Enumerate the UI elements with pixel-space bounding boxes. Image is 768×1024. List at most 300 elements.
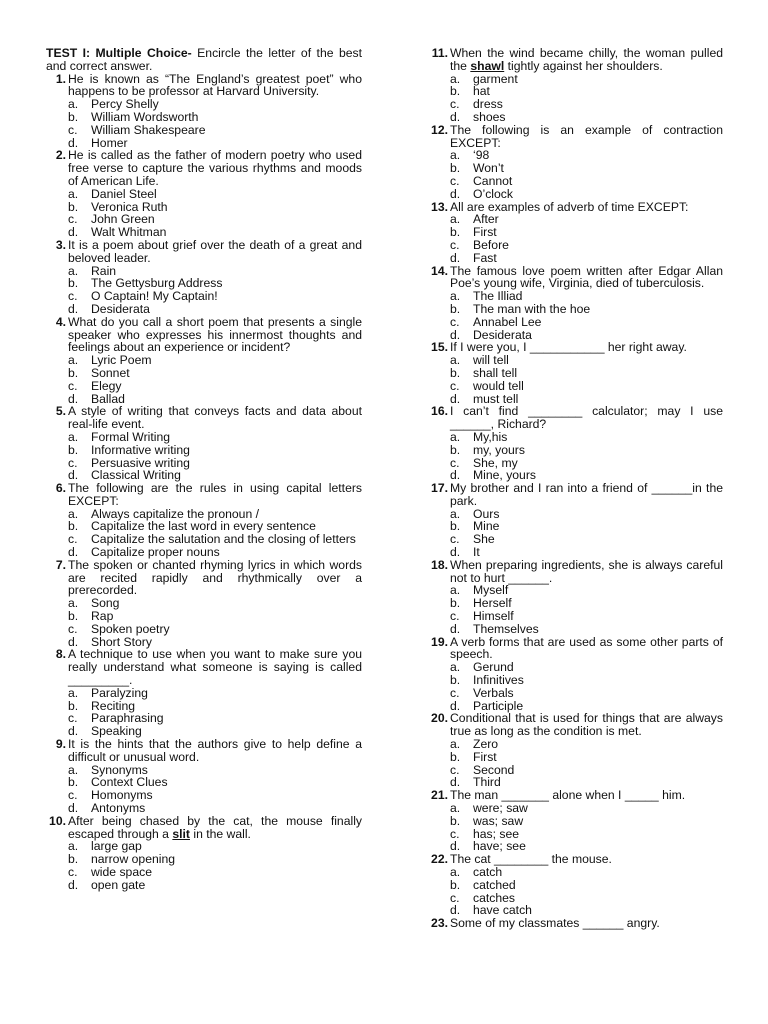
option-letter: a. — [450, 583, 461, 598]
question — [46, 559, 362, 649]
option-text: Daniel Steel — [91, 186, 157, 201]
question-text-part: All are examples of adverb of time EXCEPT: — [450, 199, 689, 214]
option-text: Classical Writing — [91, 468, 181, 483]
option-letter: d. — [68, 468, 79, 483]
option-letter: c. — [450, 378, 460, 393]
option-text: Himself — [473, 609, 514, 624]
option-letter: d. — [68, 225, 79, 240]
option-letter: c. — [450, 237, 460, 252]
question-number: 8. — [55, 647, 66, 662]
option-letter: d. — [68, 634, 79, 649]
question — [428, 636, 723, 713]
question-number: 7. — [55, 557, 66, 572]
option-text: have; see — [473, 839, 526, 854]
option-text: Won’t — [473, 161, 504, 176]
option-letter: d. — [68, 301, 79, 316]
option-text: Walt Whitman — [91, 225, 167, 240]
question-number: 13. — [431, 199, 448, 214]
option-letter: c. — [68, 788, 78, 803]
option-text: Capitalize the last word in every sentence — [91, 519, 316, 534]
option-text: After — [473, 212, 499, 227]
option-text: The Gettysburg Address — [91, 276, 223, 291]
options-list — [450, 866, 723, 917]
option-text: catched — [473, 877, 516, 892]
option-text: Speaking — [91, 724, 142, 739]
options-list — [450, 290, 723, 341]
option-text: Elegy — [91, 378, 122, 393]
option-letter: c. — [450, 826, 460, 841]
question — [428, 789, 723, 853]
question — [46, 405, 362, 482]
option-text: Verbals — [473, 685, 514, 700]
option-letter: b. — [450, 673, 461, 688]
option-letter: c. — [68, 378, 78, 393]
option-text: Desiderata — [91, 301, 150, 316]
option-letter: b. — [450, 877, 461, 892]
option-text: will tell — [473, 353, 509, 368]
question-text-part: tightly against her shoulders. — [504, 58, 663, 73]
option-text: Informative writing — [91, 442, 190, 457]
option-letter: c. — [450, 609, 460, 624]
options-list — [450, 738, 723, 789]
question-text-part: Conditional that is used for things that are always true as long as the condition is met. — [450, 711, 723, 739]
option-letter: d. — [68, 391, 79, 406]
question-number: 14. — [431, 263, 448, 278]
option-text: Antonyms — [91, 801, 146, 816]
question — [428, 47, 723, 124]
option-letter: c. — [450, 97, 460, 112]
question-text — [450, 47, 723, 73]
question — [428, 853, 723, 917]
option-text: were; saw — [473, 801, 528, 816]
option-text: First — [473, 225, 497, 240]
option-letter: a. — [450, 737, 461, 752]
options-list — [450, 802, 723, 853]
option-text: Rap — [91, 609, 114, 624]
option-letter: a. — [450, 506, 461, 521]
option-letter: c. — [68, 289, 78, 304]
option-text: O’clock — [473, 186, 513, 201]
question — [428, 265, 723, 342]
option-letter: a. — [68, 186, 79, 201]
question-number: 12. — [431, 122, 448, 137]
question-text-part: My brother and I ran into a friend of ______in the park. — [450, 481, 723, 508]
option-text: Spoken poetry — [91, 621, 170, 636]
option-letter: c. — [450, 890, 460, 905]
options-list — [68, 98, 362, 149]
option-letter: d. — [68, 724, 79, 739]
question-text-part: When the wind became chilly, the woman pulled the — [450, 46, 723, 73]
option-text: My,his — [473, 429, 508, 444]
question-text — [450, 482, 723, 508]
option-letter: c. — [450, 455, 460, 470]
option-text: Song — [91, 596, 120, 611]
option-letter: b. — [68, 109, 79, 124]
question-text-part: It is the hints that the authors give to help define a difficult or unusual word. — [68, 737, 362, 764]
left-question-list — [46, 73, 362, 892]
option-text: Herself — [473, 596, 512, 611]
question-number: 4. — [55, 314, 66, 329]
option-text: Annabel Lee — [473, 314, 542, 329]
right-question-list — [428, 47, 723, 930]
option-letter: b. — [450, 161, 461, 176]
question — [428, 405, 723, 482]
question-text-part: The famous love poem written after Edgar Allan Poe’s young wife, Virginia, died of tuberculosis. — [450, 263, 723, 291]
question-text — [450, 265, 723, 291]
question-text-part: It is a poem about grief over the death of a great and beloved leader. — [68, 237, 362, 265]
option-text: catches — [473, 890, 516, 905]
option-letter: a. — [68, 762, 79, 777]
test-title: TEST I: Multiple Choice- — [46, 46, 192, 60]
option-text: Percy Shelly — [91, 97, 159, 112]
option-letter: b. — [450, 813, 461, 828]
question-number: 1. — [55, 71, 66, 86]
option-text: narrow opening — [91, 852, 176, 867]
option-letter: a. — [450, 71, 461, 86]
question — [428, 712, 723, 789]
question-text-part: The following is an example of contraction EXCEPT: — [450, 122, 723, 150]
option-text: Themselves — [473, 621, 539, 636]
option-letter: a. — [68, 596, 79, 611]
option-text: Homer — [91, 135, 128, 150]
question-text — [68, 73, 362, 99]
option-text: large gap — [91, 839, 142, 854]
question-text — [450, 917, 723, 930]
question — [428, 124, 723, 201]
option-letter: b. — [68, 852, 79, 867]
option-text: would tell — [473, 378, 524, 393]
option-text: Mine — [473, 519, 500, 534]
option-text: wide space — [91, 865, 152, 879]
question-text-part: A technique to use when you want to make sure you really understand what someone is saying is called _________. — [68, 647, 362, 688]
option-letter: a. — [450, 801, 461, 816]
option[interactable] — [68, 879, 362, 892]
option-letter: a. — [68, 839, 79, 854]
option-text: Always capitalize the pronoun / — [91, 506, 260, 521]
options-list — [450, 354, 723, 405]
question-number: 16. — [431, 404, 448, 419]
option-text: Second — [473, 762, 515, 777]
option-letter: a. — [68, 685, 79, 700]
question-number: 23. — [431, 916, 448, 931]
question — [46, 73, 362, 150]
question-text — [450, 712, 723, 738]
question-text-part: He is called as the father of modern poetry who used free verse to capture the various rhythms and moods of American Life. — [68, 148, 362, 188]
option-text: Myself — [473, 583, 509, 598]
options-list — [68, 188, 362, 239]
option-letter: a. — [450, 148, 461, 163]
test-instruction: Encircle the letter of the best and correct answer. — [46, 46, 362, 73]
options-list — [450, 508, 723, 559]
question-number: 22. — [431, 852, 448, 867]
option-letter: d. — [450, 698, 461, 713]
question-number: 9. — [55, 737, 66, 752]
option-letter: b. — [450, 225, 461, 240]
option-letter: d. — [68, 801, 79, 816]
question-number: 11. — [431, 46, 448, 60]
option-text: Desiderata — [473, 327, 532, 342]
option-letter: d. — [450, 109, 461, 124]
option-letter: d. — [450, 621, 461, 636]
question — [428, 917, 723, 930]
option[interactable] — [450, 533, 723, 546]
option-letter: a. — [450, 353, 461, 368]
question-number: 18. — [431, 557, 448, 572]
options-list — [68, 840, 362, 891]
question — [46, 149, 362, 239]
option-letter: d. — [450, 903, 461, 918]
option-letter: a. — [450, 660, 461, 675]
question-number: 17. — [431, 481, 448, 496]
option-text: shoes — [473, 109, 506, 124]
question — [46, 482, 362, 559]
option-text: Paralyzing — [91, 685, 148, 700]
test-header — [46, 47, 362, 73]
question-text — [68, 559, 362, 597]
question-text-part: A verb forms that are used as some other parts of speech. — [450, 634, 723, 662]
option-text: Homonyms — [91, 788, 153, 803]
question-text — [68, 405, 362, 431]
option-letter: b. — [68, 276, 79, 291]
option-text: Zero — [473, 737, 499, 752]
options-list — [450, 213, 723, 264]
question-text — [450, 559, 723, 585]
option-letter: b. — [68, 609, 79, 624]
option-text: Reciting — [91, 698, 136, 713]
option-letter: a. — [68, 429, 79, 444]
option-text: Context Clues — [91, 775, 168, 790]
options-list — [68, 508, 362, 559]
question-text-part: What do you call a short poem that presents a single speaker who expresses his innermost thoughts and feelings about an experience or incident? — [68, 314, 362, 355]
option-text: Paraphrasing — [91, 711, 164, 726]
option-text: Capitalize the salutation and the closing of letters — [91, 532, 356, 547]
option-letter: b. — [450, 84, 461, 99]
option-letter: c. — [450, 314, 460, 329]
question-text-part: The man _______ alone when I _____ him. — [450, 788, 686, 803]
options-list — [68, 597, 362, 648]
question-text — [68, 648, 362, 686]
question — [46, 738, 362, 815]
right-column — [428, 47, 723, 930]
option-text: The Illiad — [473, 289, 523, 304]
option-text: garment — [473, 71, 518, 86]
option-text: William Shakespeare — [91, 122, 206, 137]
option-text: must tell — [473, 391, 519, 406]
option-letter: d. — [450, 545, 461, 560]
question-number: 6. — [55, 481, 66, 496]
question-text — [68, 316, 362, 354]
question-number: 10. — [49, 813, 66, 828]
option-text: Ballad — [91, 391, 125, 406]
question — [46, 815, 362, 892]
option-letter: b. — [68, 775, 79, 790]
option-text: have catch — [473, 903, 532, 918]
question — [46, 239, 362, 316]
question-text-part: After being chased by the cat, the mouse finally escaped through a — [68, 813, 362, 841]
option-letter: b. — [450, 365, 461, 380]
option-letter: d. — [68, 545, 79, 560]
left-column — [46, 47, 362, 892]
option-letter: c. — [68, 532, 78, 547]
option-letter: b. — [68, 519, 79, 534]
option-text: Rain — [91, 263, 117, 278]
option-letter: b. — [450, 442, 461, 457]
question-text — [68, 815, 362, 841]
question-text-part: I can’t find ________ calculator; may I use ______, Richard? — [450, 404, 723, 432]
option-letter: b. — [68, 442, 79, 457]
option-text: Lyric Poem — [91, 353, 152, 368]
option-letter: a. — [68, 506, 79, 521]
option-text: The man with the hoe — [473, 301, 591, 316]
underlined-word: slit — [172, 826, 190, 841]
option-text: John Green — [91, 212, 155, 227]
question-text — [450, 124, 723, 150]
option-text: was; saw — [473, 813, 524, 828]
question-number: 3. — [55, 237, 66, 252]
option-letter: d. — [68, 877, 79, 892]
option-letter: c. — [450, 685, 460, 700]
option-text: has; see — [473, 826, 520, 841]
options-list — [450, 73, 723, 124]
option-text: First — [473, 749, 497, 764]
option-text: Ours — [473, 506, 500, 521]
option-text: dress — [473, 97, 503, 112]
question-number: 2. — [55, 148, 66, 163]
option-letter: c. — [450, 173, 460, 188]
option-letter: c. — [450, 762, 460, 777]
question-number: 15. — [431, 340, 448, 355]
option-letter: d. — [450, 391, 461, 406]
option-letter: d. — [450, 327, 461, 342]
question-text-part: If I were you, I ___________ her right away. — [450, 340, 687, 355]
question-text-part: The following are the rules in using capital letters EXCEPT: — [68, 481, 362, 508]
question-number: 21. — [431, 788, 448, 803]
option-letter: c. — [68, 711, 78, 726]
option-text: my, yours — [473, 442, 525, 457]
question — [428, 559, 723, 636]
question — [46, 648, 362, 738]
question-number: 19. — [431, 634, 448, 649]
question-text-part: The cat ________ the mouse. — [450, 852, 612, 867]
option-letter: a. — [450, 865, 461, 879]
option-text: Capitalize proper nouns — [91, 545, 220, 560]
question-text-part: A style of writing that conveys facts and data about real-life event. — [68, 404, 362, 432]
question-text — [68, 482, 362, 508]
option-letter: b. — [68, 199, 79, 214]
options-list — [450, 149, 723, 200]
option-text: Veronica Ruth — [91, 199, 168, 214]
options-list — [450, 431, 723, 482]
option-letter: b. — [450, 301, 461, 316]
option-letter: d. — [450, 186, 461, 201]
question — [428, 341, 723, 405]
option-text: ‘98 — [473, 148, 490, 163]
option-letter: c. — [68, 212, 78, 227]
option-letter: a. — [68, 97, 79, 112]
option-letter: d. — [68, 135, 79, 150]
question-text-part: He is known as “The England’s greatest poet” who happens to be professor at Harvard University. — [68, 71, 362, 99]
option-letter: c. — [68, 865, 78, 879]
options-list — [68, 354, 362, 405]
option-text: Short Story — [91, 634, 152, 649]
option-letter: a. — [68, 263, 79, 278]
option-letter: c. — [68, 621, 78, 636]
question-number: 5. — [55, 404, 66, 419]
options-list — [68, 265, 362, 316]
option-text: Cannot — [473, 173, 513, 188]
option-letter: d. — [450, 250, 461, 265]
option-text: Third — [473, 775, 501, 790]
option-text: hat — [473, 84, 490, 99]
question-text — [450, 636, 723, 662]
question — [428, 201, 723, 265]
option-text: Sonnet — [91, 365, 130, 380]
question-text-part: The spoken or chanted rhyming lyrics in which words are recited rapidly and rhythmically over a prerecorded. — [68, 557, 362, 598]
options-list — [450, 661, 723, 712]
option[interactable] — [450, 73, 723, 86]
option-text: open gate — [91, 877, 146, 892]
option-letter: b. — [68, 698, 79, 713]
question-text-part: in the wall. — [189, 826, 251, 841]
option-letter: a. — [450, 429, 461, 444]
option-text: Gerund — [473, 660, 514, 675]
option-letter: b. — [68, 365, 79, 380]
options-list — [450, 584, 723, 635]
option-letter: b. — [450, 519, 461, 534]
underlined-word: shawl — [470, 58, 505, 73]
option-text: William Wordsworth — [91, 109, 199, 124]
option-letter: d. — [450, 468, 461, 483]
question — [428, 482, 723, 559]
option-text: It — [473, 545, 480, 560]
question-text-part: When preparing ingredients, she is always careful not to hurt ______. — [450, 557, 723, 585]
option-text: Synonyms — [91, 762, 148, 777]
question-text — [68, 239, 362, 265]
options-list — [68, 431, 362, 482]
option-letter: b. — [450, 596, 461, 611]
question-text — [68, 738, 362, 764]
option-text: Infinitives — [473, 673, 524, 688]
option-letter: b. — [450, 749, 461, 764]
option-text: O Captain! My Captain! — [91, 289, 218, 304]
option-text: She, my — [473, 455, 518, 470]
option-letter: a. — [450, 289, 461, 304]
option-letter: d. — [450, 839, 461, 854]
option-letter: a. — [68, 353, 79, 368]
option-letter: d. — [450, 775, 461, 790]
option-text: Formal Writing — [91, 429, 171, 444]
question-number: 20. — [431, 711, 448, 726]
question-text — [450, 405, 723, 431]
option-text: Fast — [473, 250, 497, 265]
question — [46, 316, 362, 406]
option-text: shall tell — [473, 365, 518, 380]
option-letter: c. — [68, 455, 78, 470]
options-list — [68, 764, 362, 815]
option-letter: c. — [450, 532, 460, 547]
option-letter: c. — [68, 122, 78, 137]
option-text: She — [473, 532, 495, 547]
option-text: Mine, yours — [473, 468, 536, 483]
options-list — [68, 687, 362, 738]
option-text: catch — [473, 865, 503, 879]
question-text — [68, 149, 362, 187]
option-letter: a. — [450, 212, 461, 227]
option-text: Before — [473, 237, 509, 252]
option-text: Participle — [473, 698, 524, 713]
option-text: Persuasive writing — [91, 455, 190, 470]
question-text-part: Some of my classmates ______ angry. — [450, 916, 660, 931]
